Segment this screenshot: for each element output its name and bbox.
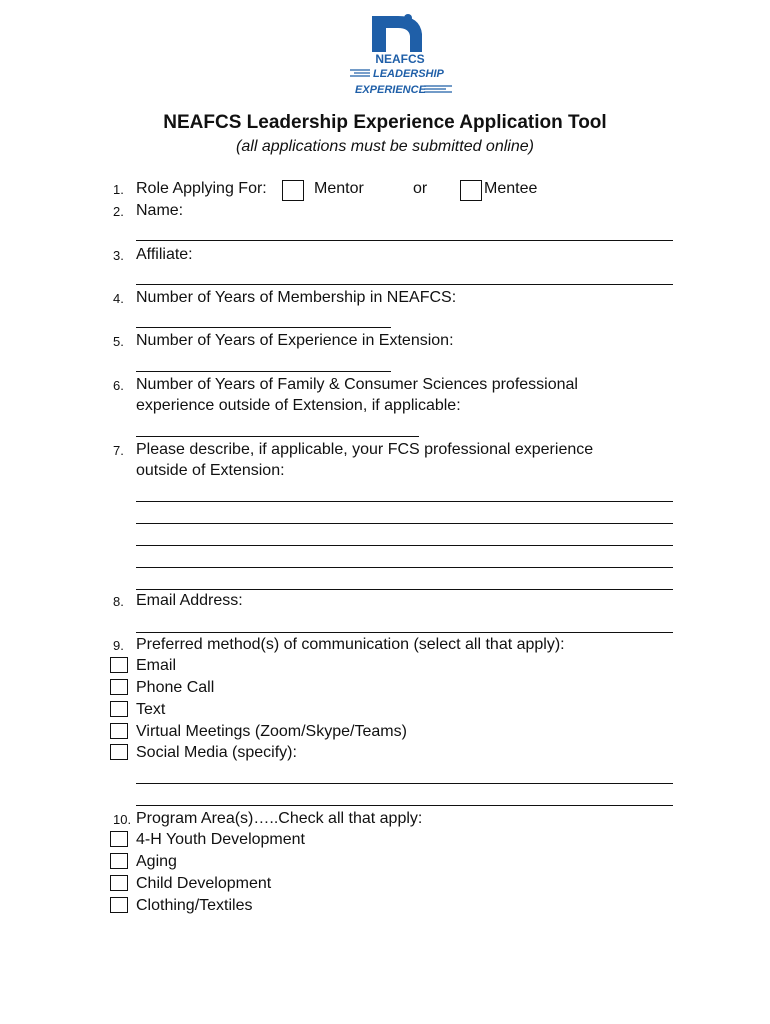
child-development-checkbox[interactable] <box>110 875 128 891</box>
q1-label: Role Applying For: <box>136 180 267 197</box>
mentee-option-label: Mentee <box>484 180 538 197</box>
q7-number: 7. <box>113 443 124 458</box>
logo-speed-lines-top <box>350 70 370 76</box>
option-email-label: Email <box>136 657 177 674</box>
logo-speed-lines-bottom <box>424 86 452 92</box>
q5-number: 5. <box>113 334 124 349</box>
fcs-years-field[interactable] <box>136 436 419 437</box>
fcs-experience-line-3[interactable] <box>136 545 673 546</box>
q6-label-line1: Number of Years of Family & Consumer Sciences professional <box>136 376 578 393</box>
option-text-label: Text <box>136 701 166 718</box>
page-title: NEAFCS Leadership Experience Application Tool <box>163 112 607 133</box>
or-text: or <box>413 180 428 197</box>
option-social-media-label: Social Media (specify): <box>136 744 297 761</box>
text-checkbox[interactable] <box>110 701 128 717</box>
social-media-specify-line-1[interactable] <box>136 783 673 784</box>
q3-number: 3. <box>113 248 124 263</box>
q10-number: 10. <box>113 812 132 827</box>
virtual-meetings-checkbox[interactable] <box>110 723 128 739</box>
q3-label: Affiliate: <box>136 246 193 263</box>
q8-label: Email Address: <box>136 592 243 609</box>
membership-years-field[interactable] <box>136 327 391 328</box>
option-virtual-meetings-label: Virtual Meetings (Zoom/Skype/Teams) <box>136 723 407 740</box>
q4-number: 4. <box>113 291 124 306</box>
fcs-experience-line-4[interactable] <box>136 567 673 568</box>
mentor-checkbox[interactable] <box>282 180 304 201</box>
logo-line2-text: EXPERIENCE <box>355 84 426 96</box>
q6-label-line2: experience outside of Extension, if applicable: <box>136 397 461 414</box>
option-youth-development-label: 4-H Youth Development <box>136 831 305 848</box>
mentee-checkbox[interactable] <box>460 180 482 201</box>
q9-number: 9. <box>113 638 124 653</box>
option-aging-label: Aging <box>136 853 177 870</box>
q2-number: 2. <box>113 204 124 219</box>
social-media-specify-line-2[interactable] <box>136 805 673 806</box>
option-child-development-label: Child Development <box>136 875 272 892</box>
fcs-experience-line-1[interactable] <box>136 501 673 502</box>
family-n-icon <box>372 14 422 52</box>
q7-label-line2: outside of Extension: <box>136 462 285 479</box>
q7-label-line1: Please describe, if applicable, your FCS professional experience <box>136 441 594 458</box>
q5-label: Number of Years of Experience in Extension: <box>136 332 454 349</box>
q9-label: Preferred method(s) of communication (select all that apply): <box>136 636 565 653</box>
q1-number: 1. <box>113 182 124 197</box>
social-media-checkbox[interactable] <box>110 744 128 760</box>
logo-line1-text: LEADERSHIP <box>373 68 444 80</box>
option-clothing-textiles-label: Clothing/Textiles <box>136 897 253 914</box>
extension-years-field[interactable] <box>136 371 391 372</box>
name-field[interactable] <box>136 240 673 241</box>
q8-number: 8. <box>113 594 124 609</box>
q2-label: Name: <box>136 202 184 219</box>
mentor-option-label: Mentor <box>314 180 364 197</box>
youth-development-checkbox[interactable] <box>110 831 128 847</box>
fcs-experience-line-5[interactable] <box>136 589 673 590</box>
q6-number: 6. <box>113 378 124 393</box>
neafcs-leadership-logo <box>340 8 460 100</box>
page-subtitle: (all applications must be submitted online) <box>236 138 534 155</box>
phone-call-checkbox[interactable] <box>110 679 128 695</box>
email-checkbox[interactable] <box>110 657 128 673</box>
aging-checkbox[interactable] <box>110 853 128 869</box>
fcs-experience-line-2[interactable] <box>136 523 673 524</box>
affiliate-field[interactable] <box>136 284 673 285</box>
clothing-textiles-checkbox[interactable] <box>110 897 128 913</box>
email-address-field[interactable] <box>136 632 673 633</box>
option-phone-call-label: Phone Call <box>136 679 215 696</box>
q4-label: Number of Years of Membership in NEAFCS: <box>136 289 457 306</box>
logo-org-text: NEAFCS <box>375 52 425 66</box>
q10-label: Program Area(s)…..Check all that apply: <box>136 810 423 827</box>
